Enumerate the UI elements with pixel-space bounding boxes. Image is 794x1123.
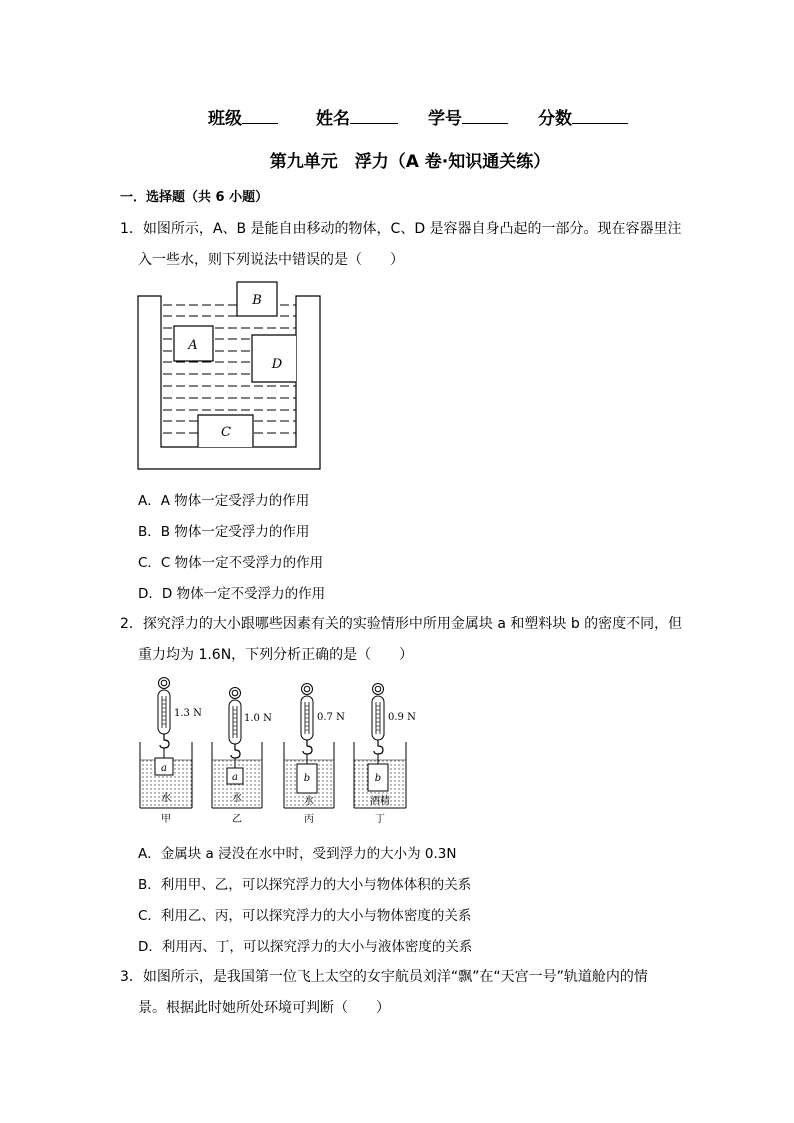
q2-option-a[interactable]: A．金属块 a 浸没在水中时，受到浮力的大小为 0.3N [138,846,457,862]
reading-bing: 0.7 N [317,712,345,723]
caption-bing: 丙 [304,814,314,825]
id-label: 学号 [428,109,462,129]
name-field[interactable] [316,104,398,129]
header-fields [208,104,628,129]
section-heading: 一．选择题（共 6 小题） [120,190,269,205]
q2-spring-scale-figure [134,676,418,826]
q1-option-a[interactable]: A．A 物体一定受浮力的作用 [138,493,310,509]
reading-ding: 0.9 N [388,712,416,723]
class-field[interactable] [208,104,278,129]
q1-stem-line1: 1．如图所示，A、B 是能自由移动的物体，C、D 是容器自身凸起的一部分。现在容器里注 [120,221,682,237]
name-blank[interactable] [350,107,398,124]
q1-stem-line2: 入一些水，则下列说法中错误的是（ ） [138,252,404,268]
id-blank[interactable] [462,107,508,124]
label-d: D [271,357,283,372]
caption-jia: 甲 [161,814,171,825]
page-title: 第九单元 浮力（A 卷·知识通关练） [269,152,551,172]
q1-option-b[interactable]: B．B 物体一定受浮力的作用 [138,524,310,540]
block-label-bing: b [303,773,311,784]
label-a: A [188,338,198,353]
q2-stem-line2: 重力均为 1.6N，下列分析正确的是（ ） [138,647,414,663]
id-field[interactable] [428,104,508,129]
caption-yi: 乙 [232,814,242,825]
panel-ding [354,684,416,826]
score-blank[interactable] [572,107,628,124]
q2-option-c[interactable]: C．利用乙、丙，可以探究浮力的大小与物体密度的关系 [138,908,472,924]
score-label: 分数 [538,109,572,129]
q1-option-d[interactable]: D．D 物体一定不受浮力的作用 [138,586,326,602]
q3-stem-line2: 景。根据此时她所处环境可判断（ ） [138,1000,390,1016]
class-label: 班级 [208,109,242,129]
q2-option-b[interactable]: B．利用甲、乙，可以探究浮力的大小与物体体积的关系 [138,877,472,893]
liquid-ding: 酒精 [370,796,390,807]
liquid-jia: 水 [161,793,171,804]
label-b: B [252,293,262,308]
panel-bing [284,684,345,826]
score-field[interactable] [538,104,628,129]
liquid-bing: 水 [304,796,314,807]
block-label-ding: b [374,773,382,784]
reading-yi: 1.0 N [244,713,272,724]
q2-option-d[interactable]: D．利用丙、丁，可以探究浮力的大小与液体密度的关系 [138,939,473,955]
block-label-jia: a [161,763,167,774]
block-label-yi: a [232,772,238,783]
q1-option-c[interactable]: C．C 物体一定不受浮力的作用 [138,555,324,571]
q2-stem-line1: 2．探究浮力的大小跟哪些因素有关的实验情形中所用金属块 a 和塑料块 b 的密度不同，但 [120,616,683,632]
reading-jia: 1.3 N [174,708,202,719]
caption-ding: 丁 [375,814,385,825]
q1-container-figure [136,280,324,472]
class-blank[interactable] [242,107,278,124]
panel-yi [212,688,272,826]
name-label: 姓名 [316,109,350,129]
label-c: C [221,425,231,440]
panel-jia [140,678,202,826]
q3-stem-line1: 3．如图所示，是我国第一位飞上太空的女宇航员刘洋“飘”在“天宫一号”轨道舱内的情 [120,969,648,985]
liquid-yi: 水 [232,793,242,804]
